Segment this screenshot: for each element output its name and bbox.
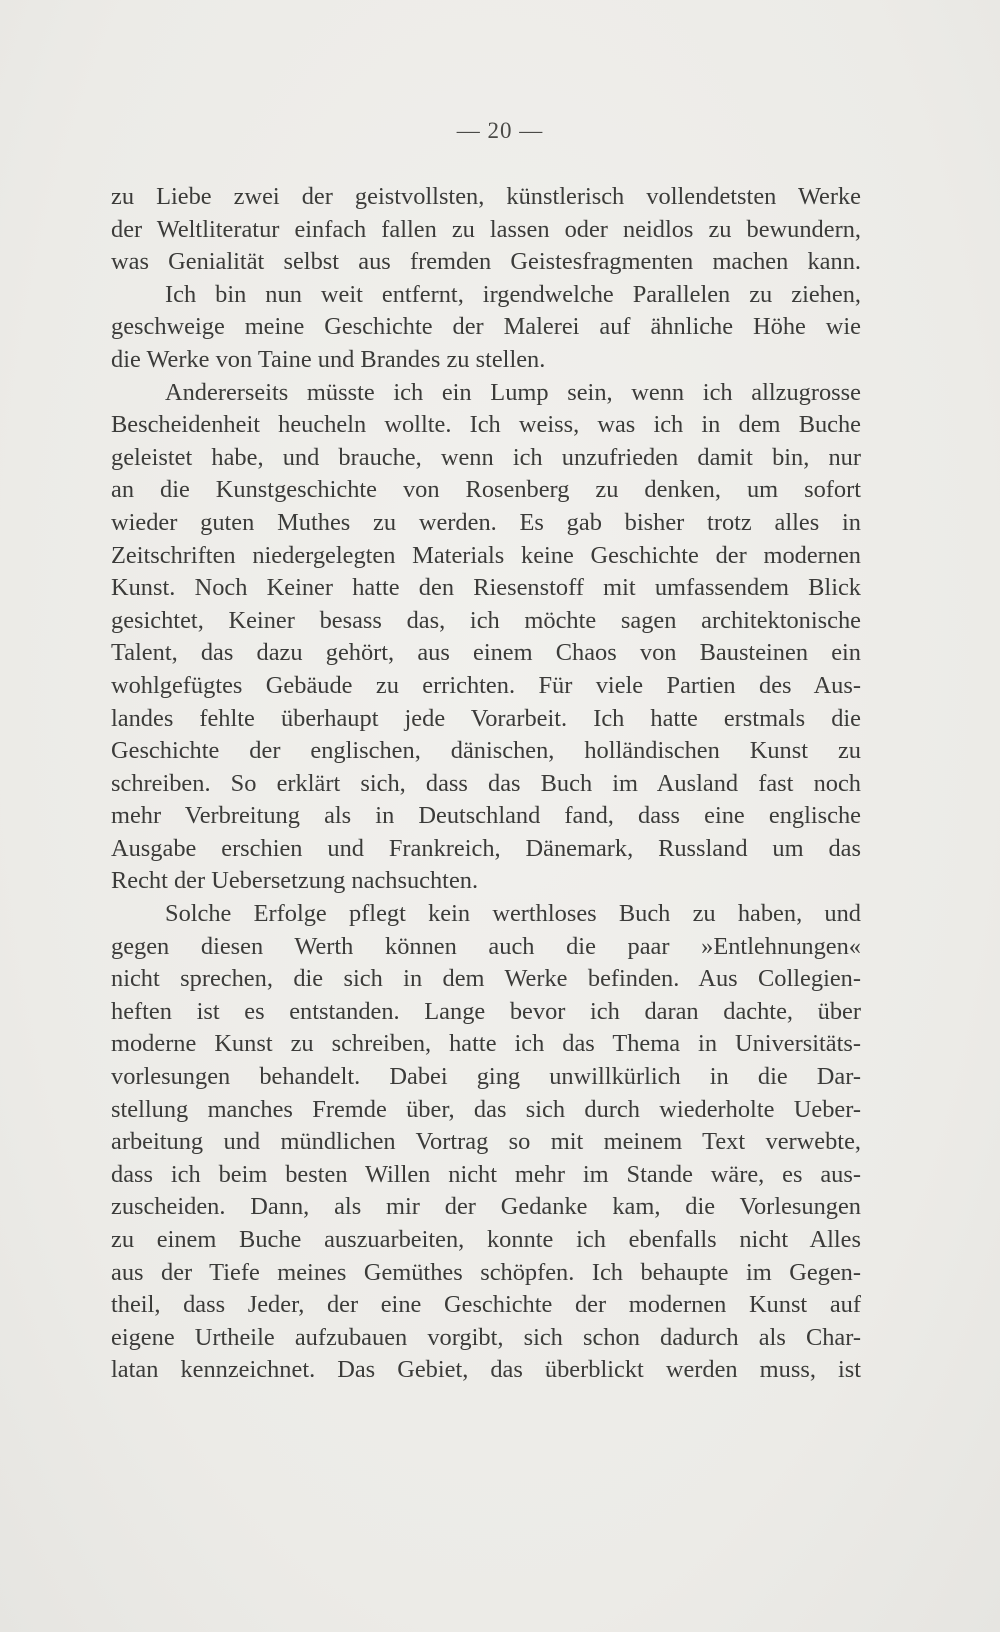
text-line: arbeitung und mündlichen Vortrag so mit meinem Text verwebte, bbox=[111, 1128, 861, 1156]
text-line: eigene Urtheile aufzubauen vorgibt, sich schon dadurch als Char- bbox=[111, 1323, 861, 1351]
text-line: Solche Erfolge pflegt kein werthloses Buch zu haben, und bbox=[165, 900, 861, 928]
text-line: stellung manches Fremde über, das sich durch wiederholte Ueber- bbox=[111, 1095, 861, 1123]
text-line: schreiben. So erklärt sich, dass das Buch im Ausland fast noch bbox=[111, 769, 861, 797]
text-line: theil, dass Jeder, der eine Geschichte der modernen Kunst auf bbox=[111, 1291, 861, 1319]
text-line: Zeitschriften niedergelegten Materials keine Geschichte der modernen bbox=[111, 541, 861, 569]
text-line: landes fehlte überhaupt jede Vorarbeit. Ich hatte erstmals die bbox=[111, 704, 861, 732]
text-line: Ausgabe erschien und Frankreich, Dänemark, Russland um das bbox=[111, 834, 861, 862]
text-line: Kunst. Noch Keiner hatte den Riesenstoff mit umfassendem Blick bbox=[111, 574, 861, 602]
text-line: Talent, das dazu gehört, aus einem Chaos von Bausteinen ein bbox=[111, 639, 861, 667]
text-line: vorlesungen behandelt. Dabei ging unwillkürlich in die Dar- bbox=[111, 1063, 861, 1091]
text-line: Recht der Uebersetzung nachsuchten. bbox=[111, 867, 479, 895]
text-line: der Weltliteratur einfach fallen zu lassen oder neidlos zu bewundern, bbox=[111, 215, 861, 243]
text-line: dass ich beim besten Willen nicht mehr im Stande wäre, es aus- bbox=[111, 1160, 861, 1188]
text-line: zu einem Buche auszuarbeiten, konnte ich ebenfalls nicht Alles bbox=[111, 1226, 861, 1253]
text-line: Ich bin nun weit entfernt, irgendwelche Parallelen zu ziehen, bbox=[165, 280, 861, 308]
text-line: zuscheiden. Dann, als mir der Gedanke kam, die Vorlesungen bbox=[111, 1193, 861, 1221]
text-line: latan kennzeichnet. Das Gebiet, das überblickt werden muss, ist bbox=[111, 1356, 861, 1384]
text-line: gesichtet, Keiner besass das, ich möchte sagen architektonische bbox=[111, 606, 861, 634]
text-line: zu Liebe zwei der geistvollsten, künstlerisch vollendetsten Werke bbox=[111, 183, 861, 210]
text-line: geleistet habe, und brauche, wenn ich unzufrieden damit bin, nur bbox=[111, 443, 861, 471]
body-text bbox=[111, 181, 861, 1387]
text-line: moderne Kunst zu schreiben, hatte ich das Thema in Universitäts- bbox=[111, 1030, 861, 1058]
text-line: wohlgefügtes Gebäude zu errichten. Für viele Partien des Aus- bbox=[111, 671, 861, 699]
text-line: die Werke von Taine und Brandes zu stellen. bbox=[111, 345, 546, 373]
page-number: — 20 — bbox=[456, 118, 544, 143]
text-line: Geschichte der englischen, dänischen, holländischen Kunst zu bbox=[111, 737, 861, 765]
text-line: nicht sprechen, die sich in dem Werke befinden. Aus Collegien- bbox=[111, 965, 861, 993]
text-line: gegen diesen Werth können auch die paar »Entlehnungen« bbox=[111, 932, 861, 960]
text-line: was Genialität selbst aus fremden Geistesfragmenten machen kann. bbox=[111, 248, 861, 276]
text-line: aus der Tiefe meines Gemüthes schöpfen. Ich behaupte im Gegen- bbox=[111, 1258, 861, 1286]
text-line: mehr Verbreitung als in Deutschland fand, dass eine englische bbox=[111, 802, 861, 830]
text-line: wieder guten Muthes zu werden. Es gab bisher trotz alles in bbox=[111, 508, 861, 536]
text-line: an die Kunstgeschichte von Rosenberg zu denken, um sofort bbox=[111, 476, 861, 504]
text-line: Andererseits müsste ich ein Lump sein, wenn ich allzugrosse bbox=[165, 378, 861, 406]
text-line: geschweige meine Geschichte der Malerei auf ähnliche Höhe wie bbox=[111, 313, 861, 341]
text-line: heften ist es entstanden. Lange bevor ich daran dachte, über bbox=[111, 997, 861, 1025]
text-line: Bescheidenheit heucheln wollte. Ich weiss, was ich in dem Buche bbox=[111, 411, 861, 439]
